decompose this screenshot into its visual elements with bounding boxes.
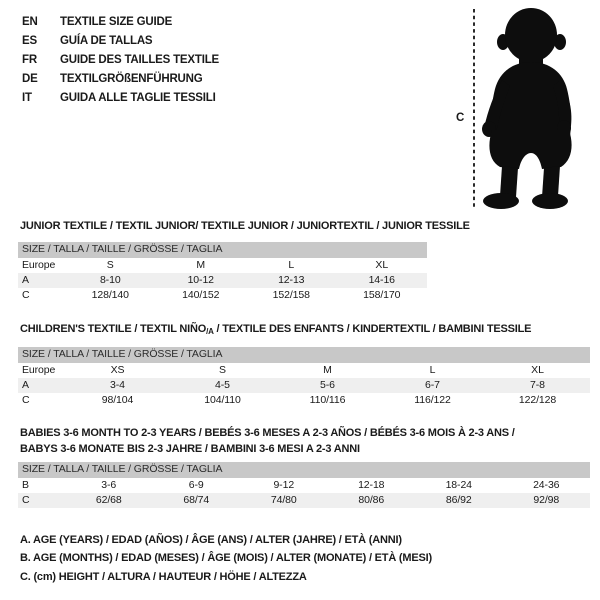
height-cell: 62/68 (95, 493, 122, 506)
table-row-height (18, 493, 590, 508)
size-cell: M (323, 363, 332, 376)
size-cell: L (288, 258, 295, 271)
lang-title: GUIDA ALLE TAGLIE TESSILI (60, 92, 216, 104)
lang-title: GUIDE DES TAILLES TEXTILE (60, 54, 219, 66)
lang-code: ES (22, 35, 37, 47)
size-cell: XL (375, 258, 389, 271)
height-cell: 158/170 (363, 289, 401, 302)
lang-code: FR (22, 54, 37, 66)
title-subscript: /A (206, 327, 214, 336)
size-cell: S (219, 363, 226, 376)
babies-table (0, 462, 590, 508)
table-title-line2: BABYS 3-6 MONATE BIS 2-3 JAHRE / BAMBINI 3-6 MESI A 2-3 ANNI (20, 442, 360, 455)
age-cell: 9-12 (273, 478, 295, 491)
lang-row-en (22, 13, 219, 32)
lang-row-es (22, 32, 219, 51)
age-cell: 14-16 (368, 273, 395, 286)
row-label: Europe (22, 258, 56, 271)
lang-title: TEXTILGRÖßENFÜHRUNG (60, 73, 203, 85)
row-label: Europe (22, 363, 56, 376)
age-cell: 12-13 (278, 273, 305, 286)
lang-code: IT (22, 92, 32, 104)
table-row-height (18, 393, 590, 408)
lang-title: GUÍA DE TALLAS (60, 35, 153, 47)
height-cell: 110/116 (309, 394, 346, 407)
table-row-height (18, 288, 427, 303)
size-header-band: SIZE / TALLA / TAILLE / GRÖSSE / TAGLIA (18, 347, 590, 363)
table-title: JUNIOR TEXTILE / TEXTIL JUNIOR/ TEXTILE JUNIOR / JUNIORTEXTIL / JUNIOR TESSILE (20, 220, 470, 232)
height-cell: 98/104 (101, 394, 134, 407)
height-measure-label: C (456, 112, 465, 124)
row-label: A (22, 273, 29, 286)
age-cell: 8-10 (99, 273, 121, 286)
lang-row-it (22, 89, 219, 108)
table-row-age (18, 378, 590, 393)
table-title-line1: BABIES 3-6 MONTH TO 2-3 YEARS / BEBÉS 3-6 MESES A 2-3 AÑOS / BÉBÉS 3-6 MOIS À 2-3 ANS / (20, 427, 515, 439)
age-cell: 10-12 (187, 273, 214, 286)
language-list (22, 13, 219, 108)
baby-silhouette-icon (450, 4, 585, 216)
age-cell: 12-18 (358, 478, 385, 491)
size-header-band: SIZE / TALLA / TAILLE / GRÖSSE / TAGLIA (18, 462, 590, 478)
age-cell: 6-7 (425, 378, 440, 391)
lang-title: TEXTILE SIZE GUIDE (60, 16, 173, 28)
height-cell: 74/80 (270, 493, 297, 506)
size-cell: L (429, 363, 436, 376)
section-junior-textile (0, 219, 470, 235)
age-cell: 4-5 (215, 378, 230, 391)
age-cell: 3-4 (110, 378, 125, 391)
height-cell: 152/158 (272, 289, 310, 302)
age-cell: 18-24 (445, 478, 472, 491)
note-age-years: A. AGE (YEARS) / EDAD (AÑOS) / ÂGE (ANS) / ALTER (JAHRE) / ETÀ (ANNI) (20, 534, 402, 546)
row-label: A (22, 378, 29, 391)
table-row-age (18, 273, 427, 288)
age-cell: 3-6 (101, 478, 117, 491)
section-childrens-textile (0, 322, 531, 340)
size-cell: XL (531, 363, 544, 376)
legend-notes (20, 531, 432, 586)
note-height: C. (cm) HEIGHT / ALTURA / HAUTEUR / HÖHE / ALTEZZA (20, 570, 307, 583)
height-cell: 80/86 (358, 493, 385, 506)
size-header-band: SIZE / TALLA / TAILLE / GRÖSSE / TAGLIA (18, 242, 427, 258)
baby-silhouette-shape (482, 8, 572, 209)
height-cell: 128/140 (91, 289, 129, 302)
childrens-table (0, 347, 590, 409)
lang-code: EN (22, 16, 38, 28)
title-part: CHILDREN'S TEXTILE / TEXTIL NIÑO (20, 323, 207, 335)
height-cell: 68/74 (183, 493, 210, 506)
lang-row-de (22, 70, 219, 89)
title-part: / TEXTILE DES ENFANTS / KINDERTEXTIL / BAMBINI TESSILE (213, 323, 532, 335)
height-cell: 92/98 (533, 493, 560, 506)
age-cell: 7-8 (530, 378, 545, 391)
height-cell: 104/110 (204, 394, 241, 407)
note-age-months: B. AGE (MONTHS) / EDAD (MESES) / ÂGE (MOIS) / ALTER (MONATE) / ETÀ (MESI) (20, 552, 432, 565)
table-row-europe (18, 363, 590, 378)
lang-row-fr (22, 51, 219, 70)
height-cell: 116/122 (414, 394, 451, 407)
age-cell: 5-6 (320, 378, 335, 391)
height-cell: 122/128 (518, 394, 557, 407)
size-cell: S (106, 258, 114, 271)
age-cell: 6-9 (188, 478, 204, 491)
height-cell: 140/152 (182, 289, 220, 302)
row-label: C (22, 289, 30, 302)
lang-code: DE (22, 73, 38, 85)
row-label: C (22, 493, 30, 506)
age-cell: 24-36 (533, 478, 560, 491)
row-label: C (22, 394, 30, 407)
height-cell: 86/92 (445, 493, 472, 506)
table-row-age-months (18, 478, 590, 493)
table-row-europe (18, 258, 427, 273)
junior-table (0, 242, 427, 304)
table-title (20, 322, 531, 340)
row-label: B (22, 478, 29, 491)
size-cell: XS (110, 363, 125, 376)
section-babies-textile (0, 426, 515, 457)
height-figure (450, 4, 585, 216)
size-cell: M (196, 258, 206, 271)
